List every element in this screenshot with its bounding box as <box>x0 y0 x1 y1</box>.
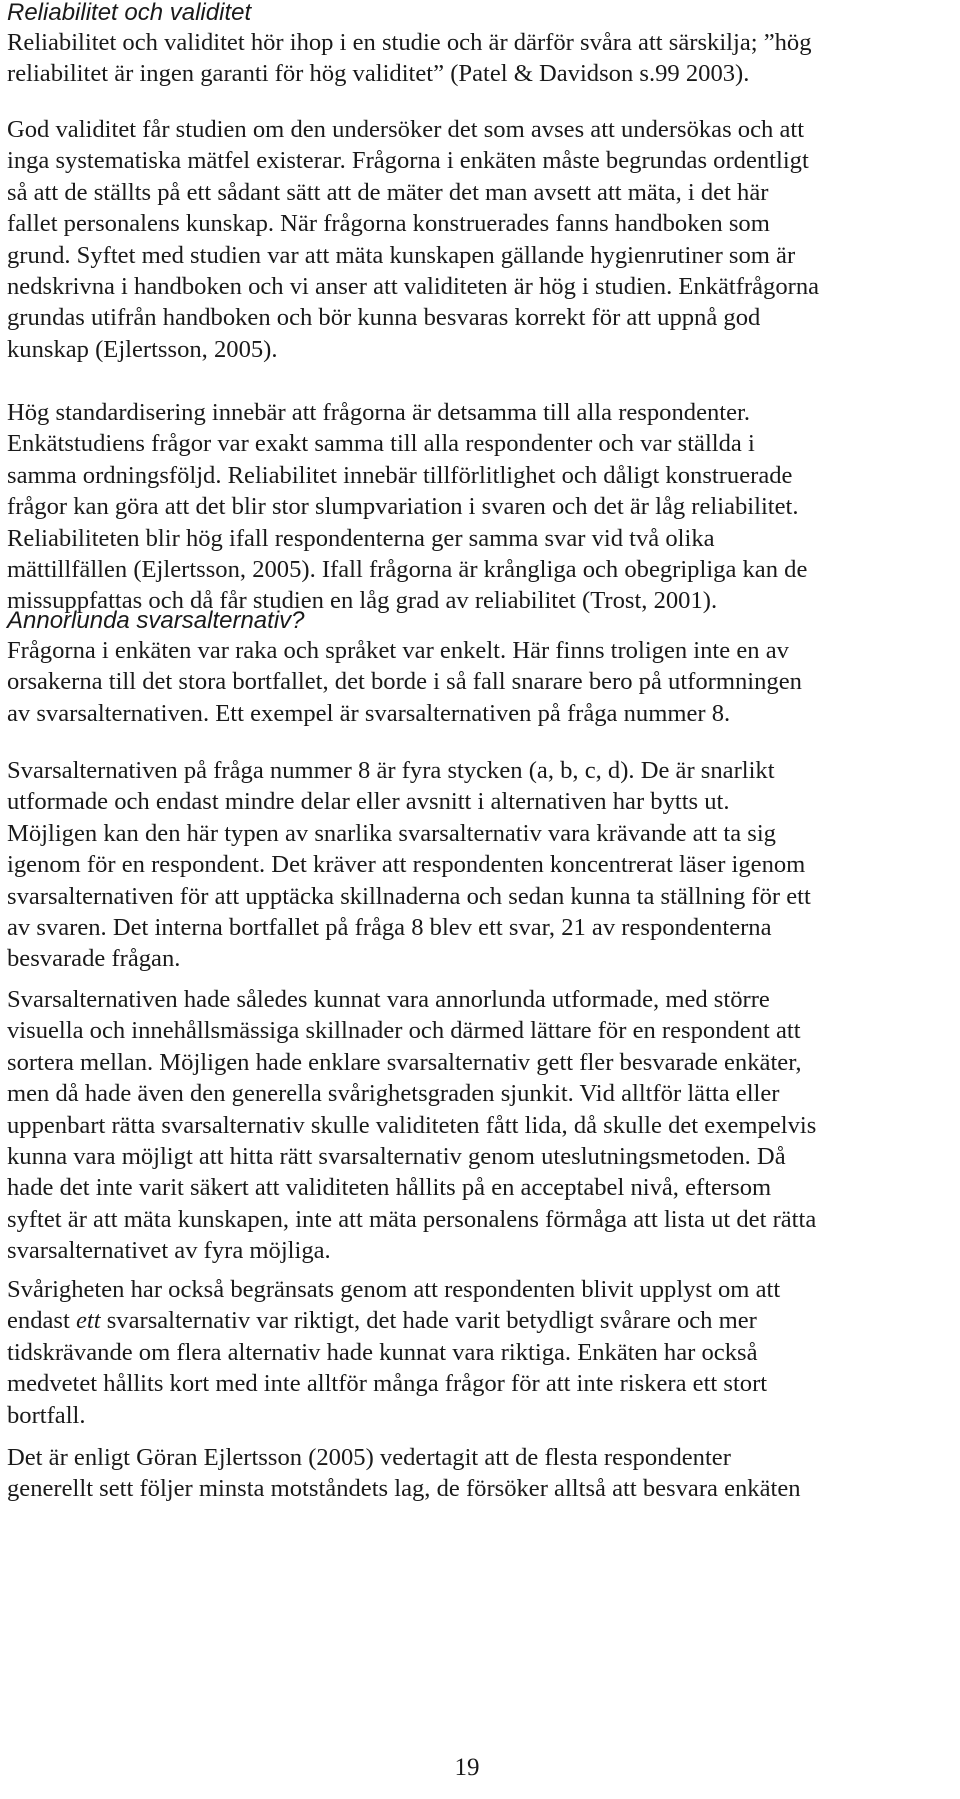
emphasis-text: ett <box>75 1307 101 1335</box>
text-line: Hög standardisering innebär att frågorna är detsamma till alla respondenter. <box>7 399 751 426</box>
text-line: Svårigheten har också begränsats genom att respondenten blivit upplyst om att <box>7 1276 781 1303</box>
text-line: sortera mellan. Möjligen hade enklare svarsalternativ gett fler besvarade enkäter, <box>7 1048 802 1076</box>
document-page <box>7 0 953 1799</box>
text-line: generellt sett följer minsta motståndets lag, de försöker alltså att besvara enkäten <box>7 1475 801 1503</box>
text-run: svarsalternativ var riktigt, det hade varit betydligt svårare och mer <box>100 1307 757 1335</box>
section-title: Reliabilitet och validitet <box>7 0 252 26</box>
text-line: frågor kan göra att det blir stor slumpvariation i svaren och det är låg reliabilitet. <box>7 493 799 521</box>
text-line: uppenbart rätta svarsalternativ skulle validiteten fått lida, då skulle det exempelvis <box>7 1111 817 1139</box>
text-line: samma ordningsföljd. Reliabilitet innebär tillförlitlighet och dåligt konstruerade <box>7 461 793 489</box>
paragraph <box>7 755 953 975</box>
text-line: visuella och innehållsmässiga skillnader och därmed lättare för en respondent att <box>7 1017 801 1045</box>
text-line: fallet personalens kunskap. När frågorna konstruerades fanns handboken som <box>7 210 770 238</box>
text-line: kunna vara möjligt att hitta rätt svarsalternativ genom uteslutningsmetoden. Då <box>7 1143 786 1171</box>
text-line: bortfall. <box>7 1401 86 1429</box>
text-line: kunskap (Ejlertsson, 2005). <box>7 335 278 363</box>
paragraph <box>7 1442 953 1505</box>
text-line: Det är enligt Göran Ejlertsson (2005) vedertagit att de flesta respondenter <box>7 1444 731 1471</box>
text-line: Frågorna i enkäten var raka och språket var enkelt. Här finns troligen inte en av <box>7 637 789 664</box>
paragraph <box>7 397 953 617</box>
text-line: Svarsalternativen på fråga nummer 8 är fyra stycken (a, b, c, d). De är snarlikt <box>7 757 775 784</box>
text-line: Svarsalternativen hade således kunnat vara annorlunda utformade, med större <box>7 986 770 1013</box>
text-line: reliabilitet är ingen garanti för hög validitet” (Patel & Davidson s.99 2003). <box>7 60 750 88</box>
paragraph <box>7 635 953 729</box>
text-line: av svaren. Det interna bortfallet på fråga 8 blev ett svar, 21 av respondenterna <box>7 914 772 942</box>
section-title: Annorlunda svarsalternativ? <box>7 607 305 634</box>
text-line: så att de ställts på ett sådant sätt att de mäter det man avsett att mäta, i det här <box>7 178 769 206</box>
text-line: mättillfällen (Ejlertsson, 2005). Ifall frågorna är krångliga och obegripliga kan de <box>7 556 808 584</box>
text-line: orsakerna till det stora bortfallet, det borde i så fall snarare bero på utformningen <box>7 668 802 696</box>
text-line: hade det inte varit säkert att validiteten hållits på en acceptabel nivå, eftersom <box>7 1174 772 1202</box>
section-heading-reliability <box>7 0 953 29</box>
text-line: av svarsalternativen. Ett exempel är svarsalternativen på fråga nummer 8. <box>7 699 731 727</box>
paragraph <box>7 27 953 90</box>
paragraph <box>7 1274 953 1431</box>
text-line: missuppfattas och då får studien en låg grad av reliabilitet (Trost, 2001). <box>7 587 718 615</box>
text-line: Enkätstudiens frågor var exakt samma till alla respondenter och var ställda i <box>7 430 755 458</box>
text-line: Reliabiliteten blir hög ifall respondenterna ger samma svar vid två olika <box>7 524 715 552</box>
text-line <box>7 1305 953 1336</box>
paragraph <box>7 984 953 1267</box>
text-run: endast <box>7 1307 76 1335</box>
text-line: tidskrävande om flera alternativ hade kunnat vara riktiga. Enkäten har också <box>7 1338 758 1366</box>
text-line: Möjligen kan den här typen av snarlika svarsalternativ vara krävande att ta sig <box>7 819 776 847</box>
text-line: besvarade frågan. <box>7 945 181 973</box>
text-line: grund. Syftet med studien var att mäta kunskapen gällande hygienrutiner som är <box>7 241 796 269</box>
text-line: grundas utifrån handboken och bör kunna besvaras korrekt för att uppnå god <box>7 304 761 332</box>
text-line: medvetet hållits kort med inte alltför många frågor för att inte riskera ett stort <box>7 1370 768 1398</box>
text-line: inga systematiska mätfel existerar. Frågorna i enkäten måste begrundas ordentligt <box>7 147 809 175</box>
text-line: God validitet får studien om den undersöker det som avses att undersökas och att <box>7 116 805 143</box>
text-line: syftet är att mäta kunskapen, inte att mäta personalens förmåga att lista ut det rätta <box>7 1205 817 1233</box>
paragraph <box>7 114 953 365</box>
text-line: svarsalternativet av fyra möjliga. <box>7 1237 331 1265</box>
text-line: igenom för en respondent. Det kräver att respondenten koncentrerat läser igenom <box>7 851 806 879</box>
text-line: svarsalternativen för att upptäcka skillnaderna och sedan kunna ta ställning för ett <box>7 882 811 910</box>
page-number-text: 19 <box>454 1754 480 1781</box>
text-line: nedskrivna i handboken och vi anser att validiteten är hög i studien. Enkätfrågorna <box>7 273 820 301</box>
section-heading-response-options <box>7 605 953 637</box>
text-line: men då hade även den generella svårighetsgraden sjunkit. Vid alltför lätta eller <box>7 1080 780 1108</box>
text-line: utformade och endast mindre delar eller avsnitt i alternativen har bytts ut. <box>7 788 730 816</box>
page-number <box>7 1752 953 1784</box>
text-line: Reliabilitet och validitet hör ihop i en studie och är därför svåra att särskilja; ”hög <box>7 29 812 56</box>
